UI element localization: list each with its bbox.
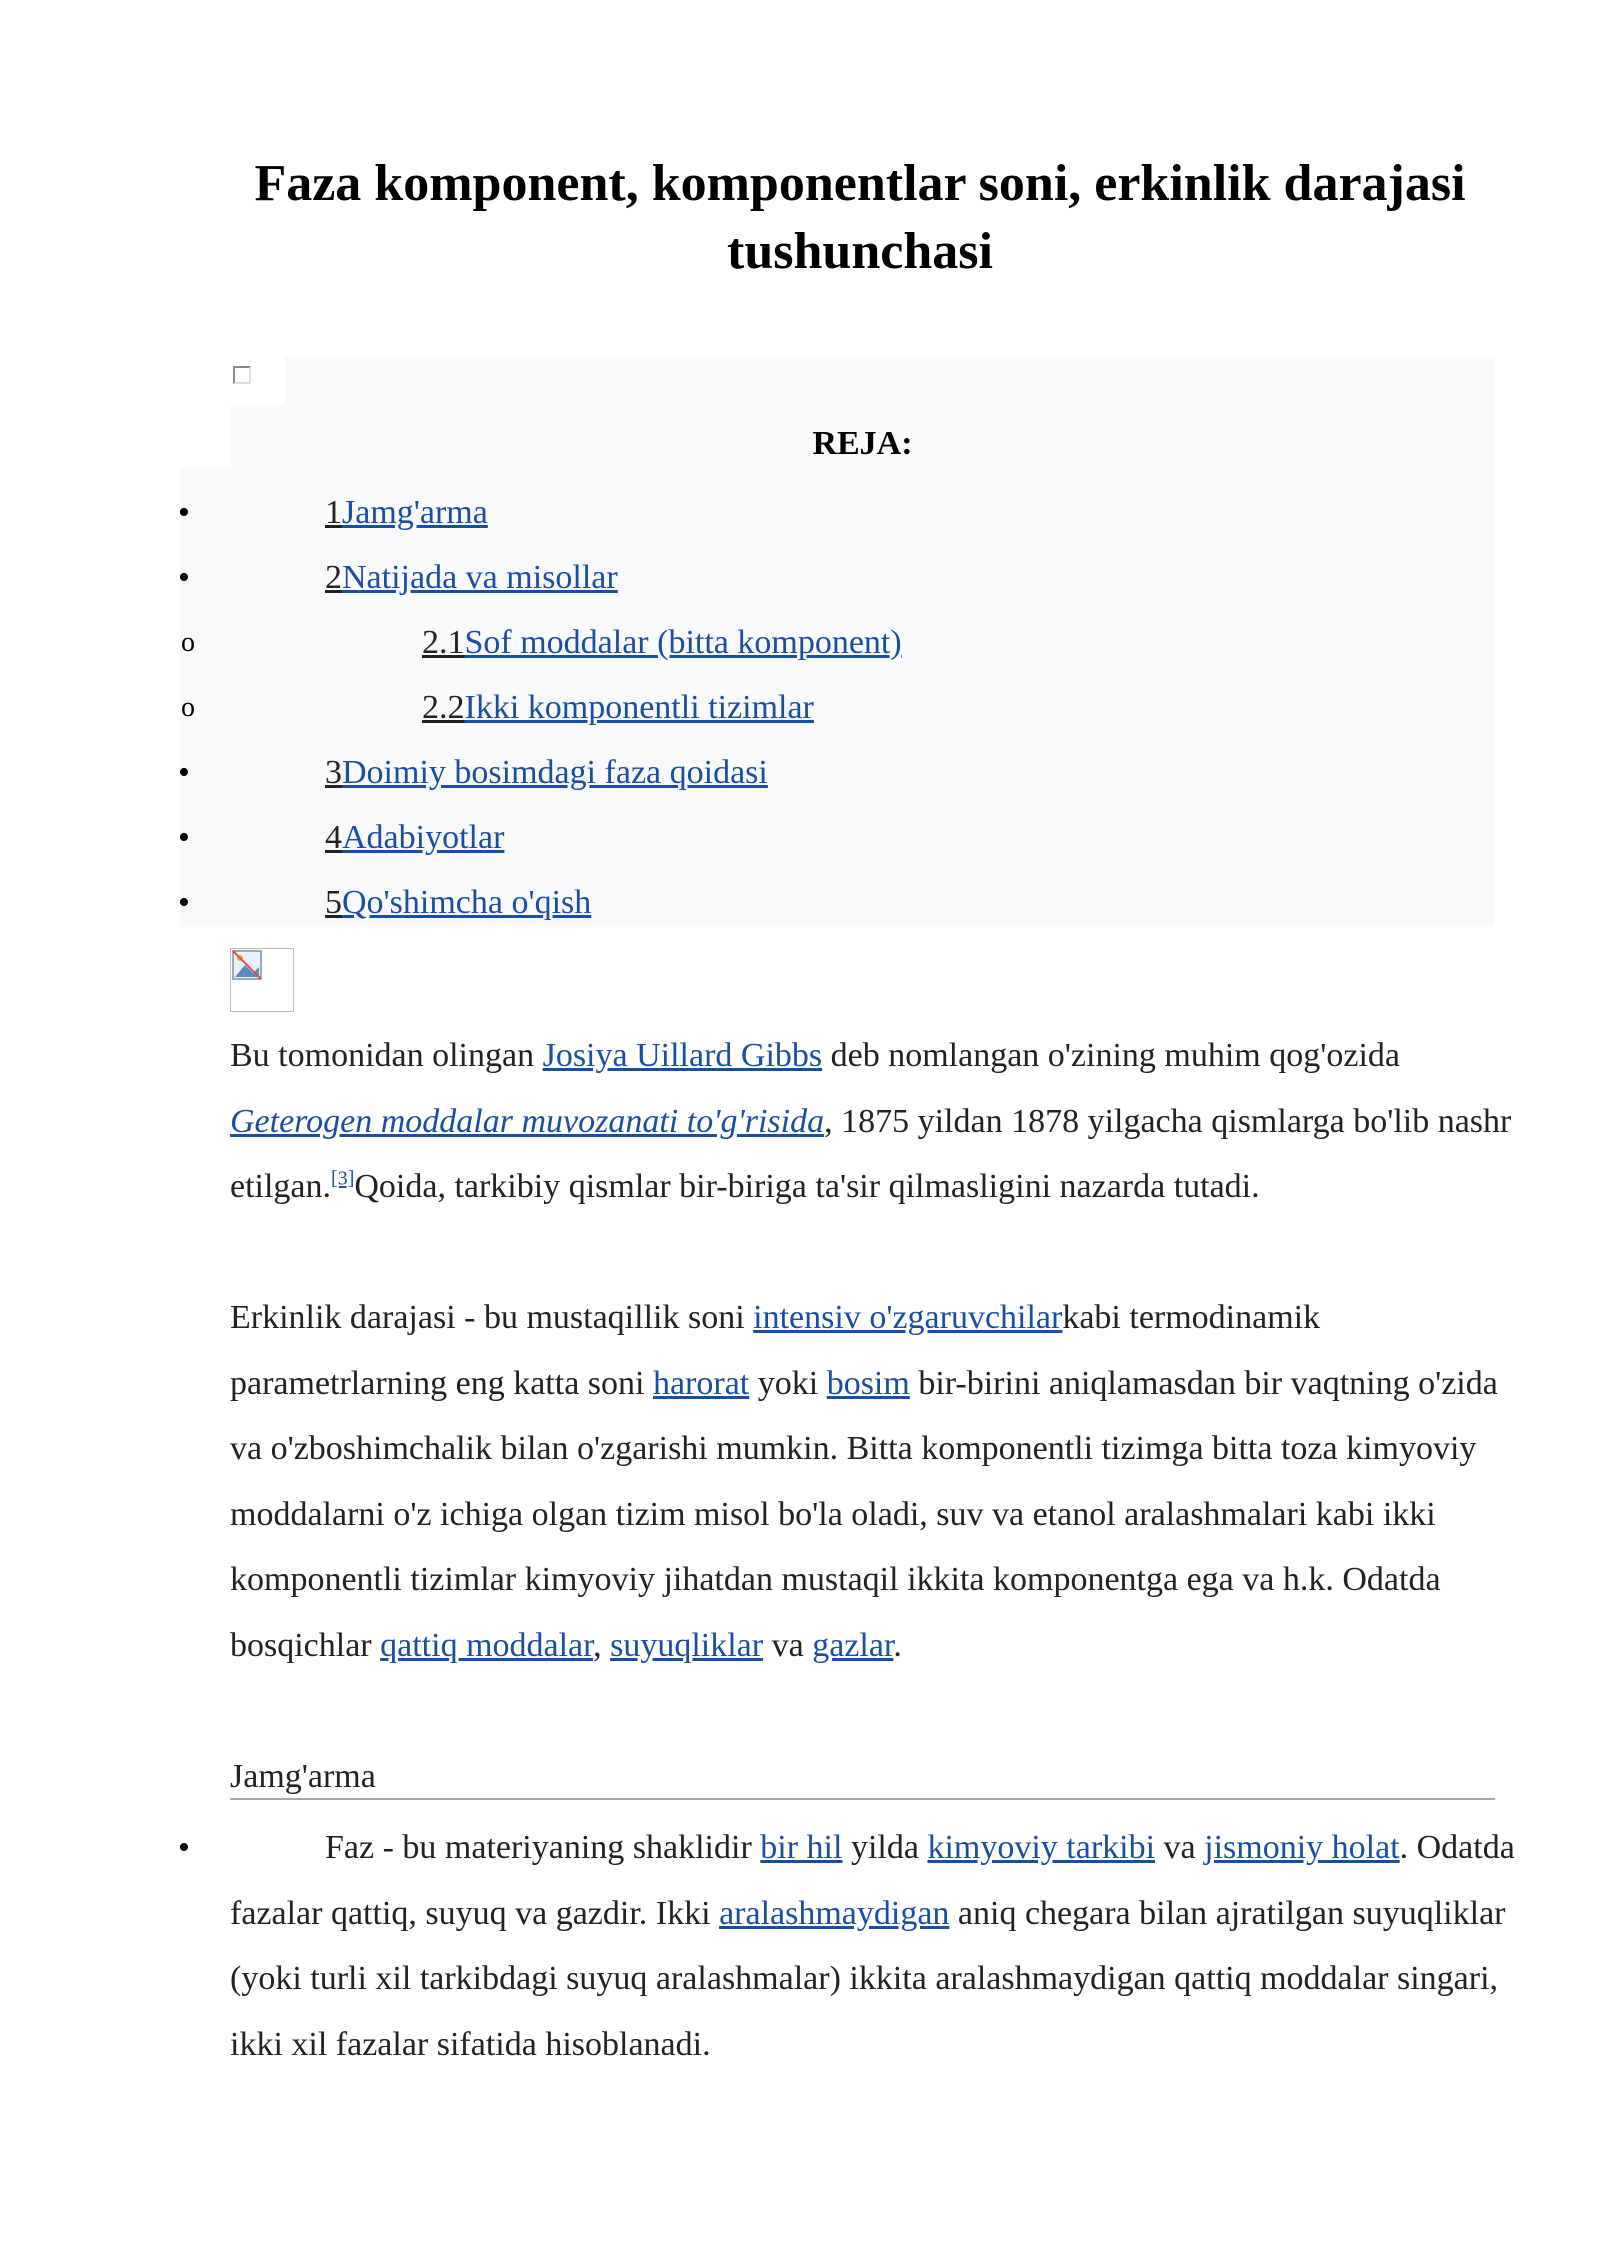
section-heading: Jamg'arma [230,1758,376,1795]
toc-item-2-1[interactable] [422,623,902,663]
link-bir-hil[interactable]: bir hil [760,1829,843,1866]
link-gazlar[interactable]: gazlar [812,1626,894,1664]
toc-toggle-checkbox[interactable] [233,366,251,384]
bullet-icon: • [178,819,190,856]
paragraph-intro: Bu tomonidan olingan Josiya Uillard Gibbs deb nomlangan o'zining muhim qog'ozida Geterogen moddalar muvozanati to'g'risida, 1875 yildan 1878 yilgacha qismlarga bo'lib nashr etilgan.[3]Qoida, tarkibiy qismlar bir-biriga ta'sir qilmasligini nazarda tutadi. [230,1037,1512,1205]
circle-bullet-icon: o [181,692,195,723]
toc-link[interactable]: Ikki komponentli tizimlar [464,689,814,726]
link-josiya-gibbs[interactable]: Josiya Uillard Gibbs [542,1037,823,1074]
link-harorat[interactable]: harorat [652,1364,750,1402]
reference-link[interactable]: [3] [331,1167,355,1190]
paragraph-erkinlik: Erkinlik darajasi - bu mustaqillik soni intensiv o'zgaruvchilarkabi termodinamik parametrlarning eng katta soni harorat yoki bosim bir-birini aniqlamasdan bir vaqtning o'zida va o'zboshimchalik bilan o'zgarishi mumkin. Bitta komponentli tizimga bitta toza kimyoviy moddalarni o'z ichiga olgan tizim misol bo'la oladi, suv va etanol aralashmalari kabi ikki komponentli tizimlar kimyoviy jihatdan mustaqil ikkita komponentga ega va h.k. Odatda bosqichlar qattiq moddalar, suyuqliklar va gazlar. [230,1299,1498,1664]
toc-number: 4 [325,819,342,856]
toc-link[interactable]: Qo'shimcha o'qish [342,884,592,921]
toc-item-2[interactable] [325,558,618,598]
bullet-icon: • [178,494,190,531]
toc-heading: REJA: [812,425,913,462]
toc-link[interactable]: Adabiyotlar [342,819,505,856]
link-kimyoviy-tarkibi[interactable]: kimyoviy tarkibi [927,1829,1156,1866]
toc-background-lower [180,467,1495,927]
toc-link[interactable]: Sof moddalar (bitta komponent) [464,624,902,661]
toc-number: 1 [325,494,342,531]
toc-number: 5 [325,884,342,921]
bullet-icon: • [178,754,190,791]
bullet-icon: • [178,1829,190,1866]
paragraph-faz: Faz - bu materiyaning shaklidir bir hil yilda kimyoviy tarkibi va jismoniy holat. Odatda fazalar qattiq, suyuq va gazdir. Ikki aralashmaydigan aniq chegara bilan ajratilgan suyuqliklar (yoki turli xil tarkibdagi suyuq aralashmalar) ikkita aralashmaydigan qattiq moddalar singari, ikki xil fazalar sifatida hisoblanadi. [230,1829,1515,2063]
link-bosim[interactable]: bosim [826,1364,910,1402]
toc-number: 3 [325,754,342,791]
toc-item-1[interactable] [325,493,488,533]
bullet-icon: • [178,884,190,921]
toc-number: 2 [325,559,342,596]
toc-number: 2.1 [422,624,465,661]
bullet-icon: • [178,559,190,596]
link-intensiv[interactable]: intensiv o'zgaruvchilar [753,1299,1063,1336]
toc-link[interactable]: Doimiy bosimdagi faza qoidasi [342,754,768,791]
toc-item-3[interactable] [325,753,768,793]
toc-item-5[interactable] [325,883,591,923]
toc-number: 2.2 [422,689,465,726]
link-jismoniy-holat[interactable]: jismoniy holat [1204,1829,1400,1866]
circle-bullet-icon: o [181,627,195,658]
toc-link[interactable]: Jamg'arma [342,494,488,531]
section-divider [230,1798,1495,1800]
link-qattiq-moddalar[interactable]: qattiq moddalar [380,1626,594,1664]
link-suyuqliklar[interactable]: suyuqliklar [610,1626,764,1664]
image-placeholder-icon [230,948,294,1012]
toc-link[interactable]: Natijada va misollar [342,559,618,596]
toc-item-4[interactable] [325,818,504,858]
toc-item-2-2[interactable] [422,688,814,728]
link-aralashmaydigan[interactable]: aralashmaydigan [719,1894,950,1932]
link-geterogen[interactable]: Geterogen moddalar muvozanati to'g'risida [230,1102,825,1140]
page-title: Faza komponent, komponentlar soni, erkinlik darajasi tushunchasi [254,155,1466,280]
